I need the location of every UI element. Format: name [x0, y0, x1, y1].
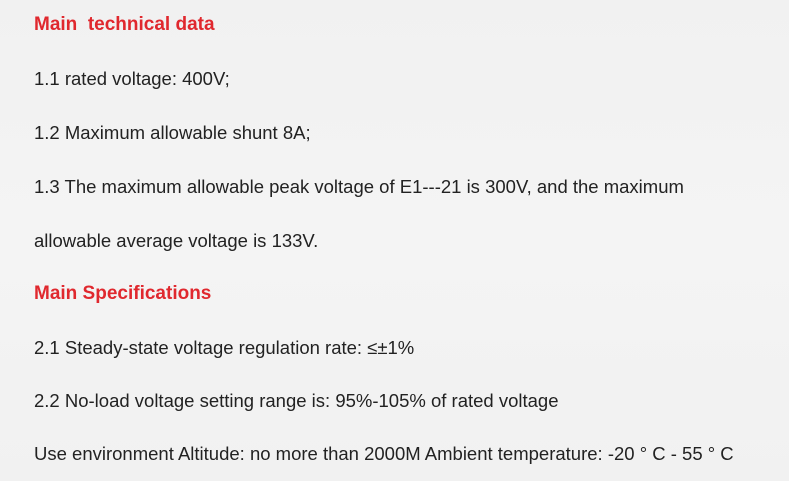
- specifications-heading: Main Specifications: [34, 283, 212, 304]
- technical-item-max-shunt: 1.2 Maximum allowable shunt 8A;: [34, 122, 311, 143]
- technical-item-peak-voltage: 1.3 The maximum allowable peak voltage of E1---21 is 300V, and the maximum: [34, 176, 684, 197]
- technical-data-heading: Main technical data: [34, 14, 215, 35]
- technical-item-rated-voltage: 1.1 rated voltage: 400V;: [34, 68, 230, 89]
- spec-item-regulation-rate: 2.1 Steady-state voltage regulation rate: ≤±1%: [34, 337, 415, 358]
- spec-item-environment: Use environment Altitude: no more than 2000M Ambient temperature: -20 ° C - 55 ° C: [34, 443, 734, 464]
- technical-item-average-voltage: allowable average voltage is 133V.: [34, 230, 319, 251]
- spec-item-voltage-range: 2.2 No-load voltage setting range is: 95%-105% of rated voltage: [34, 390, 559, 411]
